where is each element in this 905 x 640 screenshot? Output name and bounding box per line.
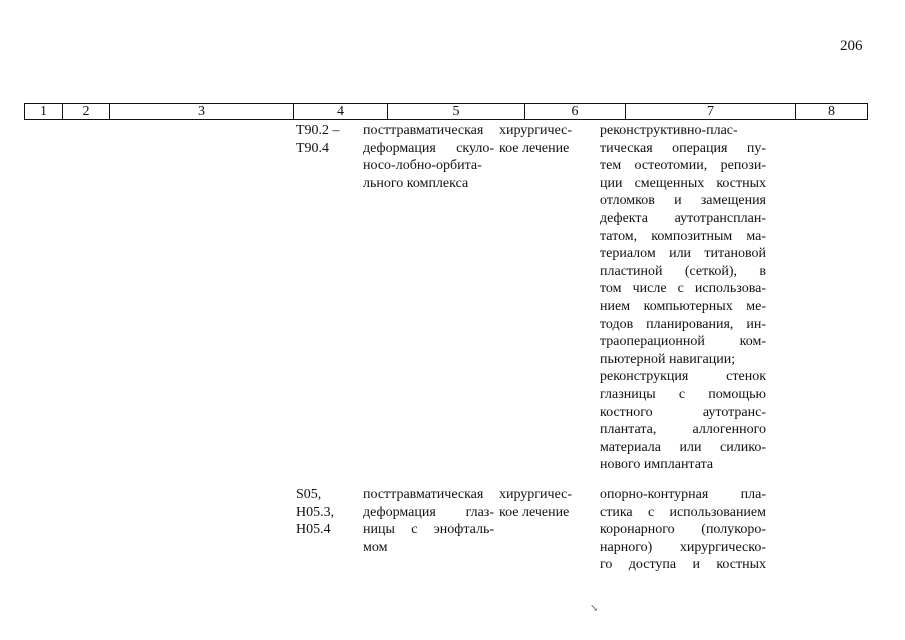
column-header-4: 4 [294, 104, 388, 120]
row-2-diagnosis-line: деформация глаз- [363, 504, 494, 520]
row-1-method-line: нового имплантата [600, 457, 714, 473]
row-2-code [296, 486, 356, 539]
row-2-method-line: нарного) хирургическо- [600, 539, 766, 555]
row-1-method-line: отломков и замещения [600, 193, 766, 209]
row-2-method-line: го доступа и костных [600, 557, 766, 573]
row-1-diagnosis [363, 122, 494, 192]
row-1-method-line: реконструкция стенок [600, 369, 766, 385]
row-1-diagnosis-line: деформация скуло- [363, 140, 494, 156]
scan-mark: ↘ [590, 603, 599, 614]
row-1-method-line: пластиной (сеткой), в [600, 263, 766, 279]
row-2-diagnosis-line: ницы с энофталь- [363, 522, 494, 538]
row-1-treatment-line: хирургичес- [499, 123, 573, 138]
column-header-1: 1 [25, 104, 63, 120]
column-header-6: 6 [525, 104, 626, 120]
row-1-method-line: костного аутотранс- [600, 404, 766, 420]
row-2-code-line: H05.3, [296, 504, 335, 520]
row-2-diagnosis [363, 486, 494, 556]
row-2-diagnosis-line: мом [363, 539, 388, 555]
row-1-method-line: териалом или титановой [600, 246, 766, 262]
row-1-method-line: траоперационной ком- [600, 334, 766, 350]
row-1-code-line: T90.4 [296, 140, 330, 156]
row-1-method-line: тическая операция пу- [600, 140, 766, 156]
row-1-method-line: материала или силико- [600, 439, 766, 455]
row-1-treatment [499, 122, 581, 157]
row-1-method-line: тем остеотомии, репози- [600, 158, 766, 174]
row-2-treatment-line: кое лечение [499, 504, 570, 520]
column-header-8: 8 [796, 104, 868, 120]
row-1-diagnosis-line: посттравматическая [363, 123, 484, 138]
row-1-method-line: плантата, аллогенного [600, 422, 766, 438]
row-1-method-line: реконструктивно-плас- [600, 123, 738, 138]
row-1-method-line: пьютерной навигации; [600, 351, 736, 367]
column-header-5: 5 [388, 104, 525, 120]
page-number: 206 [840, 38, 863, 54]
row-1-method-line: том числе с использова- [600, 281, 766, 297]
row-1-method-line: татом, композитным ма- [600, 228, 766, 244]
row-1-method-line: глазницы с помощью [600, 386, 766, 402]
row-1-diagnosis-line: носо-лобно-орбита- [363, 158, 482, 174]
row-1-method-line: дефекта аутотрансплан- [600, 210, 766, 226]
row-2-method [600, 486, 766, 574]
row-2-method-line: коронарного (полукоро- [600, 522, 766, 538]
row-1-method-line: нием компьютерных ме- [600, 298, 766, 314]
row-1-code [296, 122, 356, 157]
column-number-header [24, 103, 868, 120]
row-2-diagnosis-line: посттравматическая [363, 487, 484, 502]
row-1-treatment-line: кое лечение [499, 140, 570, 156]
row-1-method-line: ции смещенных костных [600, 175, 766, 191]
row-2-method-line: опорно-контурная пла- [600, 487, 766, 502]
row-1-method-line: тодов планирования, ин- [600, 316, 766, 332]
row-1-code-line: T90.2 – [296, 123, 340, 138]
column-header-2: 2 [63, 104, 110, 120]
column-header-7: 7 [626, 104, 796, 120]
row-1-diagnosis-line: льного комплекса [363, 175, 469, 191]
row-1-method [600, 122, 766, 474]
row-2-treatment [499, 486, 581, 521]
row-2-code-line: H05.4 [296, 522, 331, 538]
row-2-treatment-line: хирургичес- [499, 487, 573, 502]
row-2-code-line: S05, [296, 487, 322, 502]
row-2-method-line: стика с использованием [600, 504, 766, 520]
column-header-3: 3 [110, 104, 294, 120]
